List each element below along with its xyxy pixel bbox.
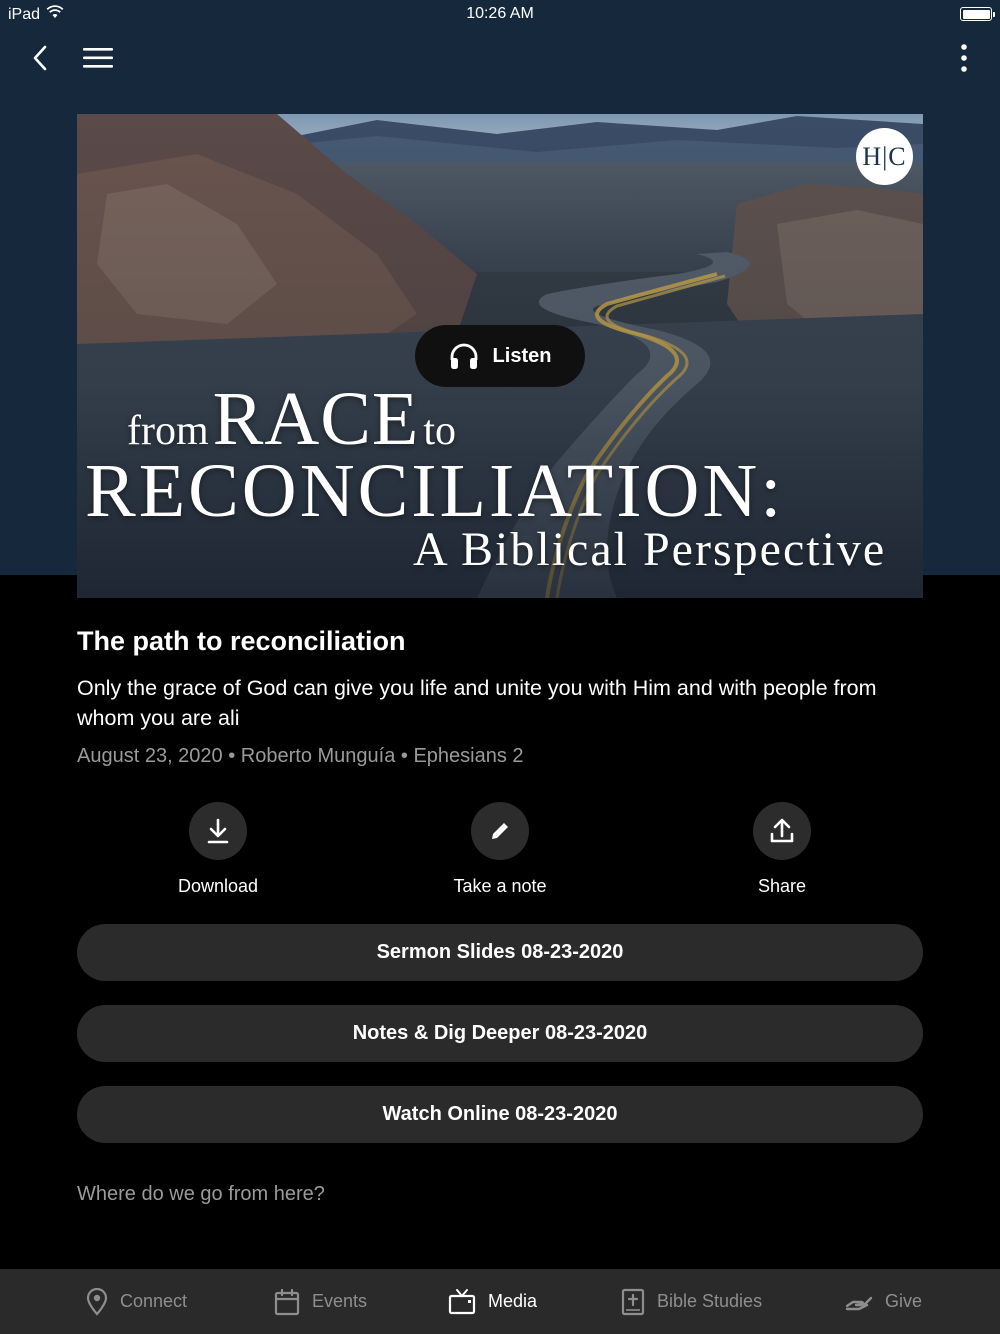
- download-circle: [189, 802, 247, 860]
- hamburger-menu-icon: [82, 47, 114, 69]
- artwork-word-from: from: [127, 408, 209, 454]
- sermon-description: Only the grace of God can give you life and unite you with Him and with people from whom you are ali: [77, 676, 877, 730]
- tab-connect[interactable]: [86, 1269, 187, 1334]
- share-button[interactable]: [682, 802, 882, 897]
- artwork-word-race: RACE: [212, 377, 420, 461]
- status-bar: [0, 0, 1000, 28]
- share-label: Share: [757, 876, 807, 896]
- tab-give-label: Give: [885, 1291, 923, 1311]
- battery-icon: [960, 7, 992, 21]
- take-note-circle: [471, 802, 529, 860]
- action-row: [77, 802, 923, 902]
- artwork-subtitle: A Biblical Perspective: [413, 523, 887, 576]
- status-time: 10:26 AM: [466, 5, 534, 22]
- take-note-button[interactable]: [400, 802, 600, 897]
- artwork-word-to: to: [423, 408, 457, 454]
- share-circle: [753, 802, 811, 860]
- tab-media-label: Media: [488, 1291, 538, 1311]
- location-pin-icon: [86, 1288, 108, 1316]
- giving-hand-icon: [845, 1292, 873, 1312]
- watch-online-button[interactable]: Watch Online 08-23-2020: [77, 1086, 923, 1143]
- sermon-artwork: [77, 114, 923, 598]
- pencil-icon: [488, 819, 512, 843]
- tab-events-label: Events: [312, 1291, 368, 1311]
- download-label: Download: [177, 876, 259, 896]
- download-icon: [206, 818, 230, 844]
- artwork-word-reconciliation: RECONCILIATION:: [85, 449, 785, 533]
- more-options-button[interactable]: [952, 40, 976, 76]
- bible-icon: [621, 1288, 645, 1316]
- tab-media[interactable]: [448, 1269, 537, 1334]
- download-button[interactable]: [118, 802, 318, 897]
- sermon-info: [77, 626, 923, 768]
- footer-question: Where do we go from here?: [77, 1183, 325, 1205]
- headphones-icon: [449, 342, 479, 370]
- tab-bible-studies-label: Bible Studies: [657, 1291, 763, 1311]
- tab-bible-studies[interactable]: [621, 1269, 762, 1334]
- listen-button[interactable]: [415, 325, 585, 387]
- notes-dig-deeper-button[interactable]: Notes & Dig Deeper 08-23-2020: [77, 1005, 923, 1062]
- more-vertical-icon: [960, 44, 968, 72]
- take-note-label: Take a note: [453, 876, 547, 896]
- share-icon: [769, 818, 795, 844]
- tab-events[interactable]: [274, 1269, 367, 1334]
- hc-logo: H|C: [856, 128, 913, 185]
- sermon-slides-button[interactable]: Sermon Slides 08-23-2020: [77, 924, 923, 981]
- tab-connect-label: Connect: [120, 1291, 188, 1311]
- listen-label: Listen: [492, 344, 552, 367]
- calendar-icon: [274, 1288, 300, 1316]
- tab-bar: [0, 1269, 1000, 1334]
- sermon-title: The path to reconciliation: [77, 626, 406, 656]
- device-name: iPad: [8, 5, 41, 23]
- chevron-left-icon: [32, 45, 48, 71]
- back-button[interactable]: [24, 40, 56, 76]
- tv-icon: [448, 1288, 476, 1316]
- menu-button[interactable]: [80, 40, 116, 76]
- sermon-meta: August 23, 2020 • Roberto Munguía • Ephesians 2: [77, 745, 524, 767]
- tab-give[interactable]: [845, 1269, 922, 1334]
